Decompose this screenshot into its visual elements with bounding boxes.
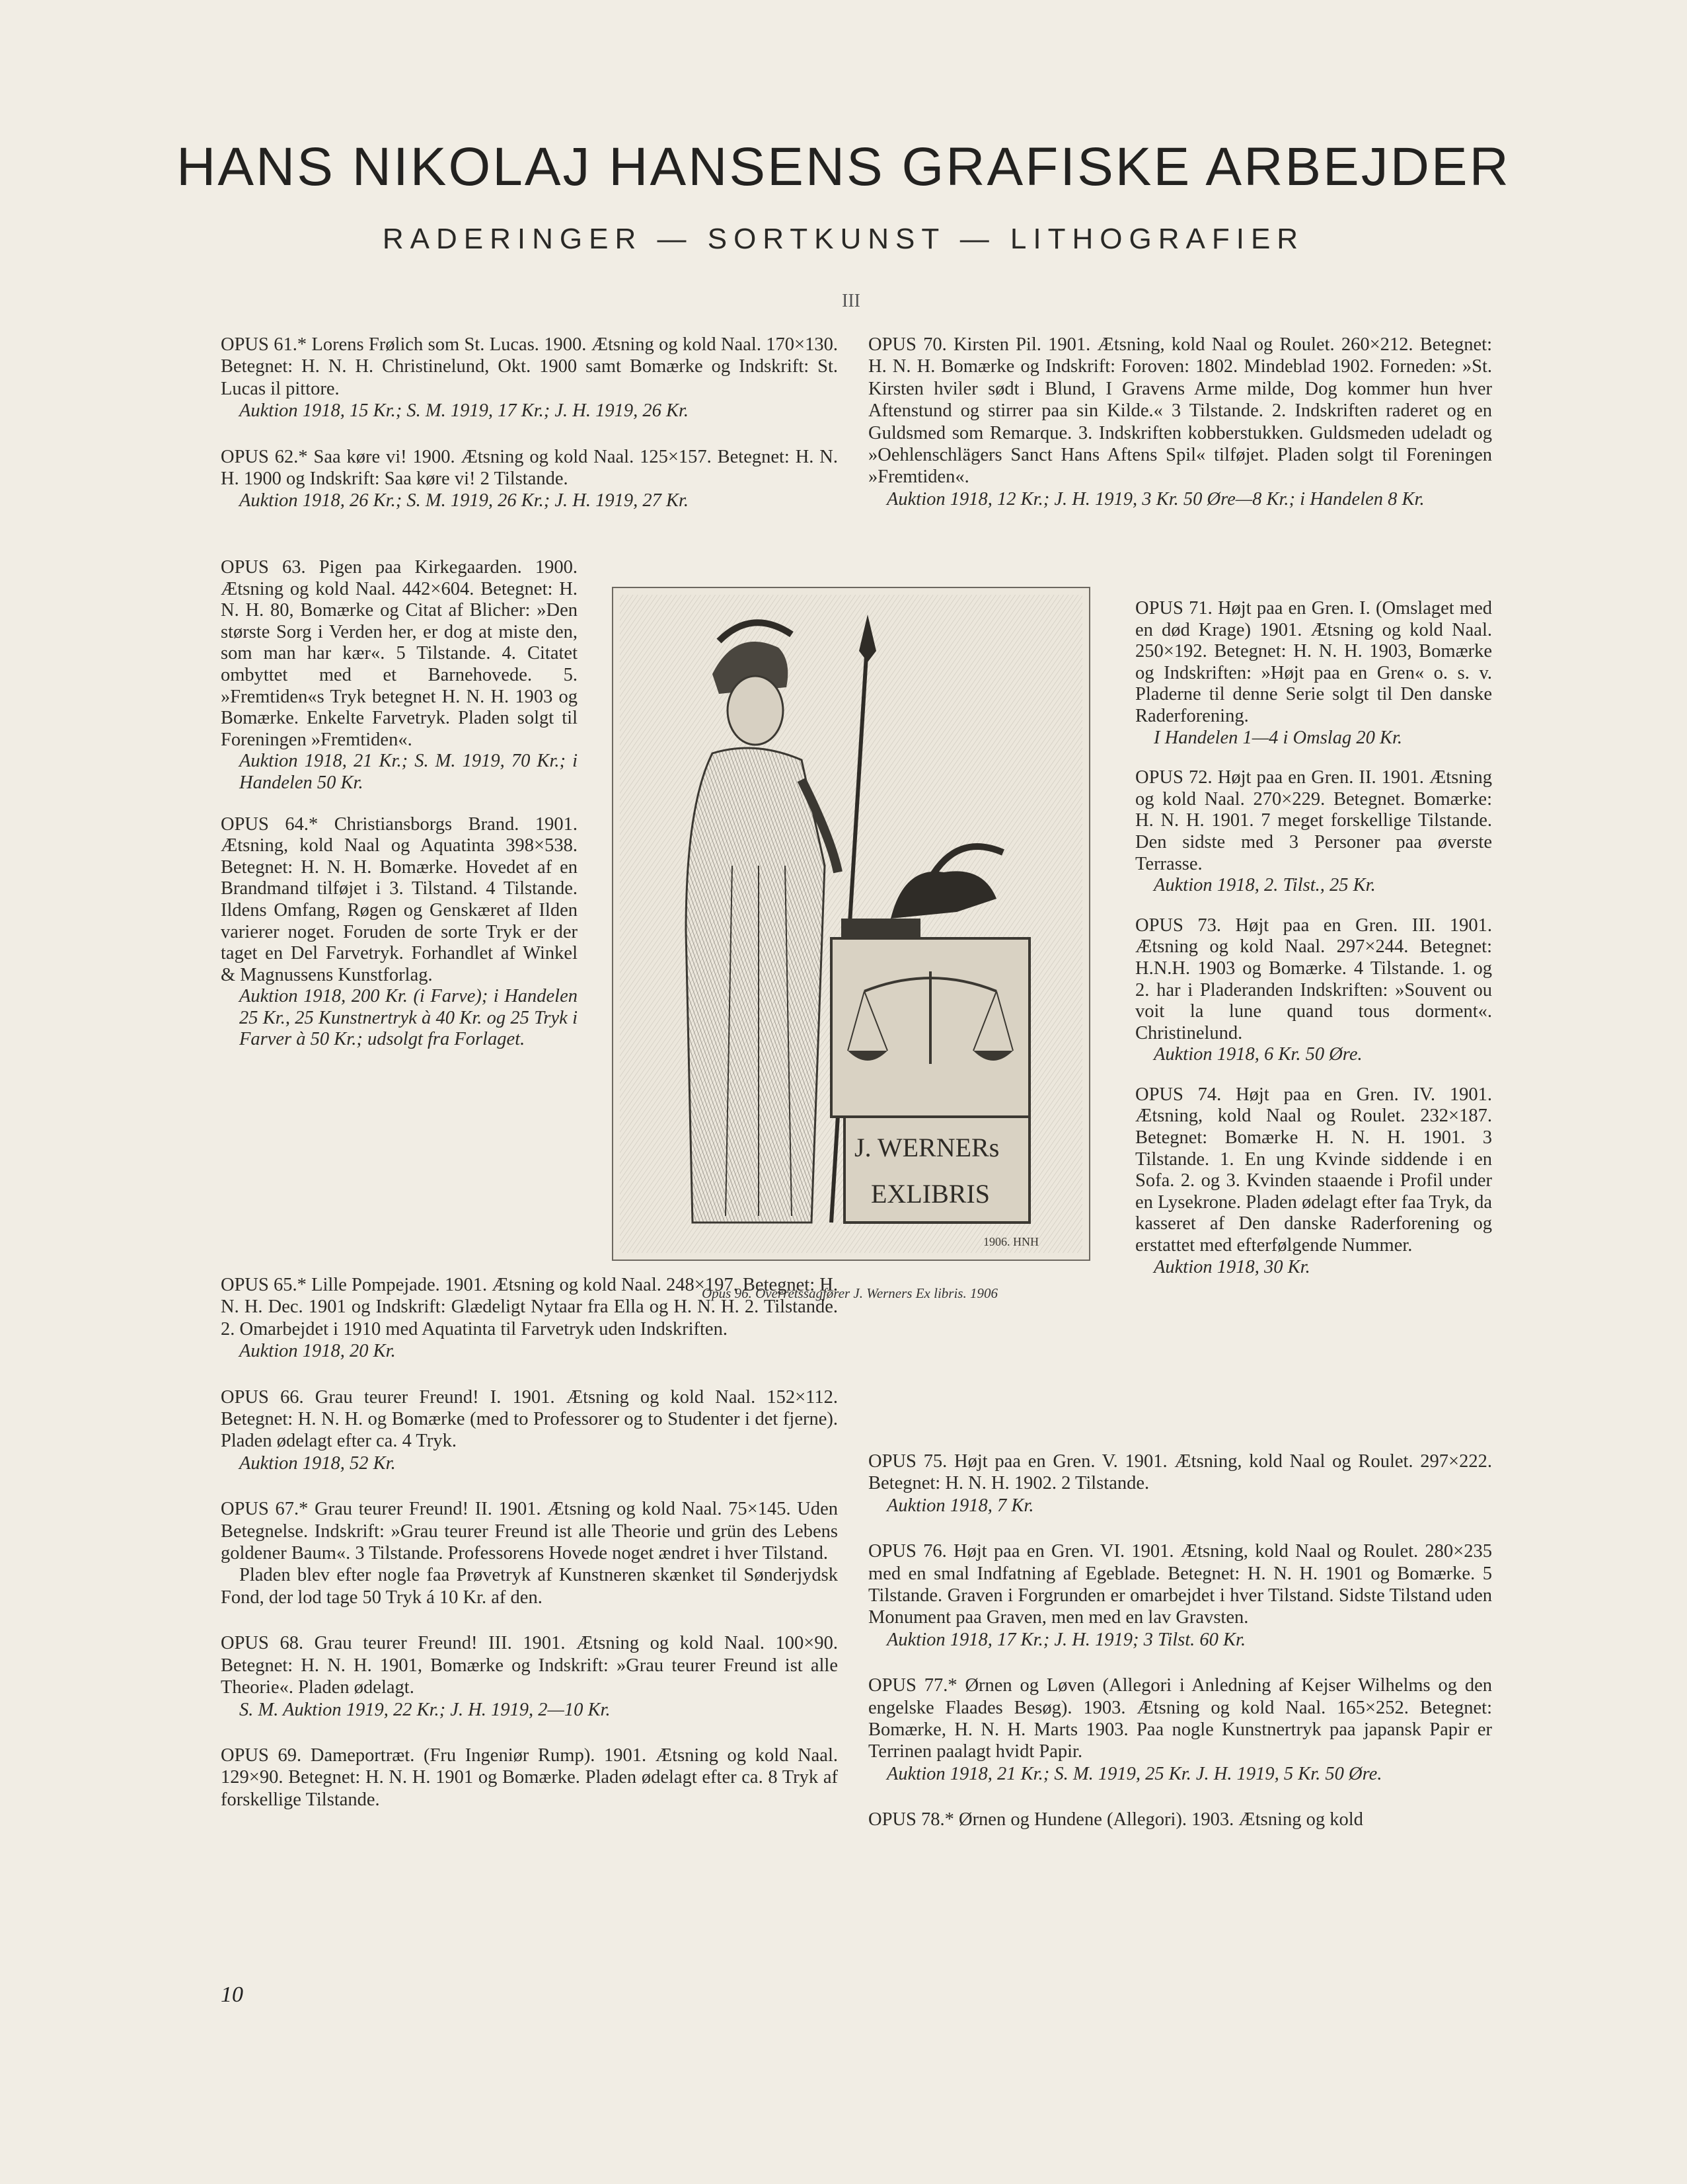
right-column-float (1135, 598, 1492, 1278)
entry-opus-62-note: Auktion 1918, 26 Kr.; S. M. 1919, 26 Kr.; J. H. 1919, 27 Kr. (239, 490, 689, 511)
entry-opus-65: OPUS 65.* Lille Pompejade. 1901. Ætsning og kold Naal. 248×197. Betegnet: H. N. H. Dec. 1901 og Indskrift: Glædeligt Nytaar fra Ella og H. N. H. 2. Tilstande. 2. Omarbejdet i 1910 med Aquatinta til Farvetryk uden Indskriften. (221, 1275, 838, 1339)
left-column-top (221, 334, 838, 512)
entry-opus-65-note: Auktion 1918, 20 Kr. (239, 1341, 396, 1362)
entry-opus-76-note: Auktion 1918, 17 Kr.; J. H. 1919; 3 Tilst. 60 Kr. (887, 1629, 1246, 1650)
pedestal-inscription-1: J. WERNERs (854, 1133, 1000, 1162)
entry-opus-63-note: Auktion 1918, 21 Kr.; S. M. 1919, 70 Kr.; i Handelen 50 Kr. (239, 751, 578, 793)
entry-opus-73-note: Auktion 1918, 6 Kr. 50 Øre. (1154, 1044, 1363, 1065)
entry-opus-68: OPUS 68. Grau teurer Freund! III. 1901. Ætsning og kold Naal. 100×90. Betegnet: H. N. H. 1901, Bomærke og Indskrift: »Grau teurer Freund ist alle Theorie«. Pladen ødelagt. (221, 1633, 838, 1698)
entry-opus-72-note: Auktion 1918, 2. Tilst., 25 Kr. (1154, 875, 1376, 896)
entry-opus-76: OPUS 76. Højt paa en Gren. VI. 1901. Ætsning, kold Naal og Roulet. 280×235 med en smal Indfatning af Egeblade. Betegnet: H. N. H. 1901 og Bomærke. 5 Tilstande. Graven i Forgrunden er omarbejdet i hver Tilstand. Sidste Tilstand uden Monument paa Graven, men med en lav Gravsten. (868, 1541, 1492, 1628)
entry-opus-66: OPUS 66. Grau teurer Freund! I. 1901. Ætsning og kold Naal. 152×112. Betegnet: H. N. H. og Bomærke (med to Professorer og to Studenter i det fjerne). Pladen ødelagt efter ca. 4 Tryk. (221, 1386, 838, 1452)
entry-opus-63: OPUS 63. Pigen paa Kirkegaarden. 1900. Ætsning og kold Naal. 442×604. Betegnet: H. N. H. 80, Bomærke og Citat af Blicher: »Den største Sorg i Verden her, er dog at miste den, som man har kær«. 5 Tilstande. 4. Citatet ombyttet med et Barnehovede. 5. »Fremtiden«s Tryk betegnet H. N. H. 1903 og Bomærke. Enkelte Farvetryk. Pladen solgt til Foreningen »Fremtiden«. (221, 557, 578, 750)
entry-opus-77: OPUS 77.* Ørnen og Løven (Allegori i Anledning af Kejser Wilhelms og den engelske Flaades Besøg). 1903. Ætsning og kold Naal. 165×252. Betegnet: Bomærke, H. N. H. Marts 1903. Paa nogle Kunstnertryk paa japansk Papir er Terrinen paalagt hvidt Papir. (868, 1675, 1492, 1762)
entry-opus-64: OPUS 64.* Christiansborgs Brand. 1901. Ætsning, kold Naal og Aquatinta 398×538. Betegnet: H. N. H. Bomærke. Hovedet af en Brandmand tilføjet i 3. Tilstand. 4 Tilstande. Ildens Omfang, Røgen og Genskæret af Ilden varierer noget. Foruden de sorte Tryk er der taget en Del Farvetryk. Forhandlet af Winkel & Magnussens Kunstforlag. (221, 813, 578, 985)
pedestal-inscription-2: EXLIBRIS (871, 1179, 990, 1209)
entry-opus-61-note: Auktion 1918, 15 Kr.; S. M. 1919, 17 Kr.; J. H. 1919, 26 Kr. (239, 400, 689, 422)
page-subtitle: RADERINGER — SORTKUNST — LITHOGRAFIER (382, 223, 1305, 255)
section-number: III (842, 291, 860, 311)
left-column-lower (221, 1274, 838, 1811)
entry-opus-68-note: S. M. Auktion 1919, 22 Kr.; J. H. 1919, 2—10 Kr. (239, 1699, 611, 1720)
entry-opus-67-extra: Pladen blev efter nogle faa Prøvetryk af Kunstneren skænket til Sønderjydsk Fond, der lod tage 50 Tryk á 10 Kr. af den. (221, 1565, 838, 1608)
exlibris-illustration (612, 587, 1090, 1261)
entry-opus-70: OPUS 70. Kirsten Pil. 1901. Ætsning, kold Naal og Roulet. 260×212. Betegnet: H. N. H. Bomærke og Indskrift: Foroven: 1802. Mindeblad 1902. Forneden: »St. Kirsten hviler sødt i Blund, I Gravens Arme milde, Dog kommer hun hver Aftenstund og stirrer paa sin Kilde.« 3 Tilstande. 2. Indskriften raderet og en Guldsmed som Remarque. 3. Indskriften kobberstukken. Guldsmeden udeladt og »Oehlenschlägers Sanct Hans Aftens Spil« tilføjet. Pladen solgt til Foreningen »Fremtiden«. (868, 334, 1492, 488)
entry-opus-61: OPUS 61.* Lorens Frølich som St. Lucas. 1900. Ætsning og kold Naal. 170×130. Betegnet: H. N. H. Christinelund, Okt. 1900 samt Bomærke og Indskrift: St. Lucas il pittore. (221, 334, 838, 399)
figure-caption: Opus 96. Overretssagfører J. Werners Ex libris. 1906 (702, 1285, 998, 1301)
entry-opus-64-note: Auktion 1918, 200 Kr. (i Farve); i Handelen 25 Kr., 25 Kunstnertryk à 40 Kr. og 25 Tryk i Farver à 50 Kr.; udsolgt fra Forlaget. (239, 986, 578, 1050)
entry-opus-70-note: Auktion 1918, 12 Kr.; J. H. 1919, 3 Kr. 50 Øre—8 Kr.; i Handelen 8 Kr. (887, 488, 1425, 509)
entry-opus-66-note: Auktion 1918, 52 Kr. (239, 1452, 396, 1474)
entry-opus-72: OPUS 72. Højt paa en Gren. II. 1901. Ætsning og kold Naal. 270×229. Betegnet. Bomærke: H. N. H. 1901. 7 meget forskellige Tilstande. Den sidste med 3 Personer paa øverste Terrasse. (1135, 767, 1492, 874)
entry-opus-74: OPUS 74. Højt paa en Gren. IV. 1901. Ætsning, kold Naal og Roulet. 232×187. Betegnet: Bomærke H. N. H. 1901. 3 Tilstande. 1. En ung Kvinde siddende i en Sofa. 2. og 3. Kvinden staaende i Profil under en Lysekrone. Pladen ødelagt efter faa Tryk, da kasseret af Den danske Raderforening og erstattet med efterfølgende Nummer. (1135, 1084, 1492, 1256)
athena-exlibris-icon (613, 588, 1089, 1260)
right-column-lower (868, 1450, 1492, 1831)
right-column-top (868, 334, 1492, 510)
etching-signature: 1906. HNH (983, 1235, 1039, 1248)
entry-opus-74-note: Auktion 1918, 30 Kr. (1154, 1256, 1310, 1277)
entry-opus-67: OPUS 67.* Grau teurer Freund! II. 1901. Ætsning og kold Naal. 75×145. Uden Betegnelse. Indskrift: »Grau teurer Freund ist alle Theorie und grün des Lebens goldener Baum«. 3 Tilstande. Professorens Hovede noget ændret i hver Tilstand. (221, 1499, 838, 1564)
page-number: 10 (221, 1982, 243, 2007)
entry-opus-75-note: Auktion 1918, 7 Kr. (887, 1495, 1034, 1516)
entry-opus-71: OPUS 71. Højt paa en Gren. I. (Omslaget med en død Krage) 1901. Ætsning og kold Naal. 250×192. Betegnet: H. N. H. 1903, Bomærke og Indskriften: »Højt paa en Gren« o. s. v. Pladerne til denne Serie solgt til Den danske Raderforening. (1135, 598, 1492, 726)
entry-opus-71-note: I Handelen 1—4 i Omslag 20 Kr. (1154, 727, 1403, 748)
entry-opus-78: OPUS 78.* Ørnen og Hundene (Allegori). 1903. Ætsning og kold (868, 1809, 1363, 1830)
page-title: HANS NIKOLAJ HANSENS GRAFISKE ARBEJDER (176, 137, 1511, 197)
entry-opus-77-note: Auktion 1918, 21 Kr.; S. M. 1919, 25 Kr. J. H. 1919, 5 Kr. 50 Øre. (887, 1763, 1382, 1784)
entry-opus-69: OPUS 69. Dameportræt. (Fru Ingeniør Rump). 1901. Ætsning og kold Naal. 129×90. Betegnet: H. N. H. 1901 og Bomærke. Pladen ødelagt efter ca. 8 Tryk af forskellige Tilstande. (221, 1745, 838, 1810)
entry-opus-73: OPUS 73. Højt paa en Gren. III. 1901. Ætsning og kold Naal. 297×244. Betegnet: H.N.H. 1903 og Bomærke. 4 Tilstande. 1. og 2. har i Pladeranden Indskriften: »Souvent ou voit la lune quand tous dorment«. Christinelund. (1135, 915, 1492, 1043)
entry-opus-62: OPUS 62.* Saa køre vi! 1900. Ætsning og kold Naal. 125×157. Betegnet: H. N. H. 1900 og Indskrift: Saa køre vi! 2 Tilstande. (221, 446, 838, 490)
entry-opus-75: OPUS 75. Højt paa en Gren. V. 1901. Ætsning, kold Naal og Roulet. 297×222. Betegnet: H. N. H. 1902. 2 Tilstande. (868, 1451, 1492, 1494)
left-column-float (221, 557, 578, 1051)
